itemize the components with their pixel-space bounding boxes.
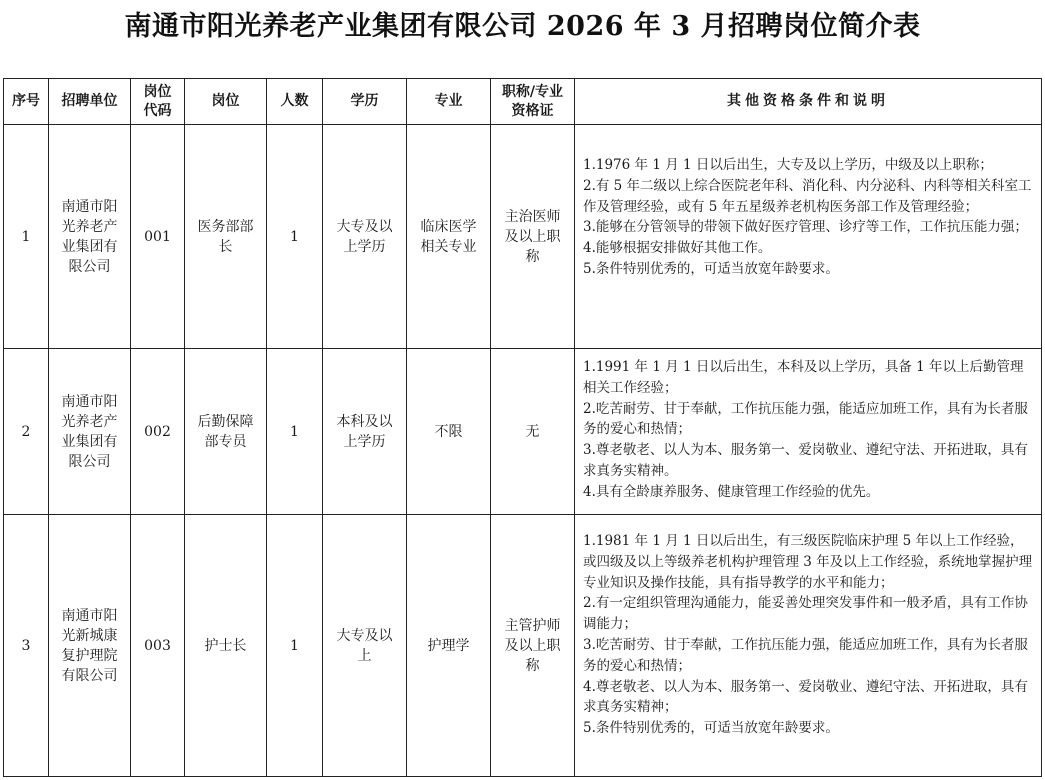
row-post-text: 医务部部长 bbox=[197, 218, 254, 255]
row-no: 3 bbox=[4, 515, 49, 777]
page-title: 南通市阳光养老产业集团有限公司 2026 年 3 月招聘岗位简介表 bbox=[124, 11, 921, 42]
row-qual bbox=[491, 125, 575, 349]
row-major bbox=[407, 349, 491, 515]
row-notes bbox=[575, 349, 1042, 515]
note-item: 4.尊老敬老、以人为本、服务第一、爱岗敬业、遵纪守法、开拓进取，具有求真务实精神； bbox=[583, 678, 1028, 716]
row-unit bbox=[49, 349, 131, 515]
row-edu-text: 本科及以上学历 bbox=[336, 413, 393, 450]
row-qual-text: 无 bbox=[525, 423, 540, 440]
row-edu-text: 大专及以上学历 bbox=[336, 218, 393, 255]
row-edu bbox=[323, 125, 407, 349]
row-qual-text: 主治医师及以上职称 bbox=[504, 208, 561, 265]
header-major: 专业 bbox=[407, 79, 491, 125]
row-no: 1 bbox=[4, 125, 49, 349]
header-code bbox=[131, 79, 185, 125]
header-qual bbox=[491, 79, 575, 125]
note-item: 3.能够在分管领导的带领下做好医疗管理、诊疗等工作，工作抗压能力强； bbox=[583, 219, 1028, 236]
row-unit-text: 南通市阳光养老产业集团有限公司 bbox=[61, 198, 118, 275]
note-item: 5.条件特别优秀的，可适当放宽年龄要求。 bbox=[583, 720, 839, 737]
note-item: 2.有一定组织管理沟通能力，能妥善处理突发事件和一般矛盾，具有工作协调能力； bbox=[583, 595, 1028, 633]
row-post bbox=[185, 515, 267, 777]
header-post: 岗位 bbox=[185, 79, 267, 125]
note-item: 4.具有全龄康养服务、健康管理工作经验的优先。 bbox=[583, 483, 880, 500]
row-qual bbox=[491, 515, 575, 777]
row-count: 1 bbox=[267, 515, 323, 777]
note-item: 1.1976 年 1 月 1 日以后出生，大专及以上学历，中级及以上职称； bbox=[583, 157, 993, 173]
header-edu: 学历 bbox=[323, 79, 407, 125]
row-unit-text: 南通市阳光养老产业集团有限公司 bbox=[61, 393, 118, 470]
note-item: 2.吃苦耐劳、甘于奉献，工作抗压能力强，能适应加班工作，具有为长者服务的爱心和热情； bbox=[583, 400, 1028, 438]
row-post bbox=[185, 349, 267, 515]
note-item: 4.能够根据安排做好其他工作。 bbox=[583, 240, 772, 257]
row-unit bbox=[49, 125, 131, 349]
row-count: 1 bbox=[267, 349, 323, 515]
table-row bbox=[4, 349, 1042, 515]
row-major bbox=[407, 515, 491, 777]
row-code: 003 bbox=[131, 515, 185, 777]
row-unit bbox=[49, 515, 131, 777]
row-post-text: 后勤保障部专员 bbox=[197, 413, 254, 450]
row-edu bbox=[323, 515, 407, 777]
row-qual bbox=[491, 349, 575, 515]
note-item: 1.1991 年 1 月 1 日以后出生，本科及以上学历，具备 1 年以上后勤管理相关工作经验； bbox=[583, 359, 1024, 396]
note-item: 2.有 5 年二级以上综合医院老年科、消化科、内分泌科、内科等相关科室工作及管理经验，或有 5 年五星级养老机构医务部工作及管理经验； bbox=[583, 177, 1032, 215]
row-post-text: 护士长 bbox=[204, 637, 247, 654]
note-item: 5.条件特别优秀的，可适当放宽年龄要求。 bbox=[583, 260, 839, 277]
table-row bbox=[4, 515, 1042, 777]
row-qual-text: 主管护师及以上职称 bbox=[504, 617, 561, 674]
row-unit-text: 南通市阳光新城康复护理院有限公司 bbox=[61, 607, 118, 684]
row-count: 1 bbox=[267, 125, 323, 349]
row-major bbox=[407, 125, 491, 349]
header-notes: 其他资格条件和说明 bbox=[575, 79, 1042, 125]
row-edu-text: 大专及以上 bbox=[336, 627, 393, 664]
note-item: 3.尊老敬老、以人为本、服务第一、爱岗敬业、遵纪守法、开拓进取，具有求真务实精神。 bbox=[583, 442, 1028, 479]
row-no: 2 bbox=[4, 349, 49, 515]
row-code: 002 bbox=[131, 349, 185, 515]
row-notes bbox=[575, 125, 1042, 349]
header-unit: 招聘单位 bbox=[49, 79, 131, 125]
row-edu bbox=[323, 349, 407, 515]
row-code: 001 bbox=[131, 125, 185, 349]
header-row bbox=[4, 79, 1042, 125]
note-item: 1.1981 年 1 月 1 日以后出生，有三级医院临床护理 5 年以上工作经验，或四级及以上等级养老机构护理管理 3 年及以上工作经验，系统地掌握护理专业知识及操作技能，具有指导教学的水平和能力； bbox=[583, 533, 1033, 591]
row-major-text: 不限 bbox=[434, 423, 463, 440]
header-count: 人数 bbox=[267, 79, 323, 125]
row-notes bbox=[575, 515, 1042, 777]
row-post bbox=[185, 125, 267, 349]
header-code-label: 岗位代码 bbox=[143, 83, 172, 119]
header-qual-label: 职称/专业资格证 bbox=[501, 83, 564, 119]
row-major-text: 临床医学相关专业 bbox=[420, 218, 477, 255]
recruitment-table bbox=[3, 78, 1042, 777]
table-row bbox=[4, 125, 1042, 349]
row-major-text: 护理学 bbox=[427, 637, 470, 654]
header-no: 序号 bbox=[4, 79, 49, 125]
note-item: 3.吃苦耐劳、甘于奉献，工作抗压能力强，能适应加班工作，具有为长者服务的爱心和热情； bbox=[583, 636, 1028, 674]
